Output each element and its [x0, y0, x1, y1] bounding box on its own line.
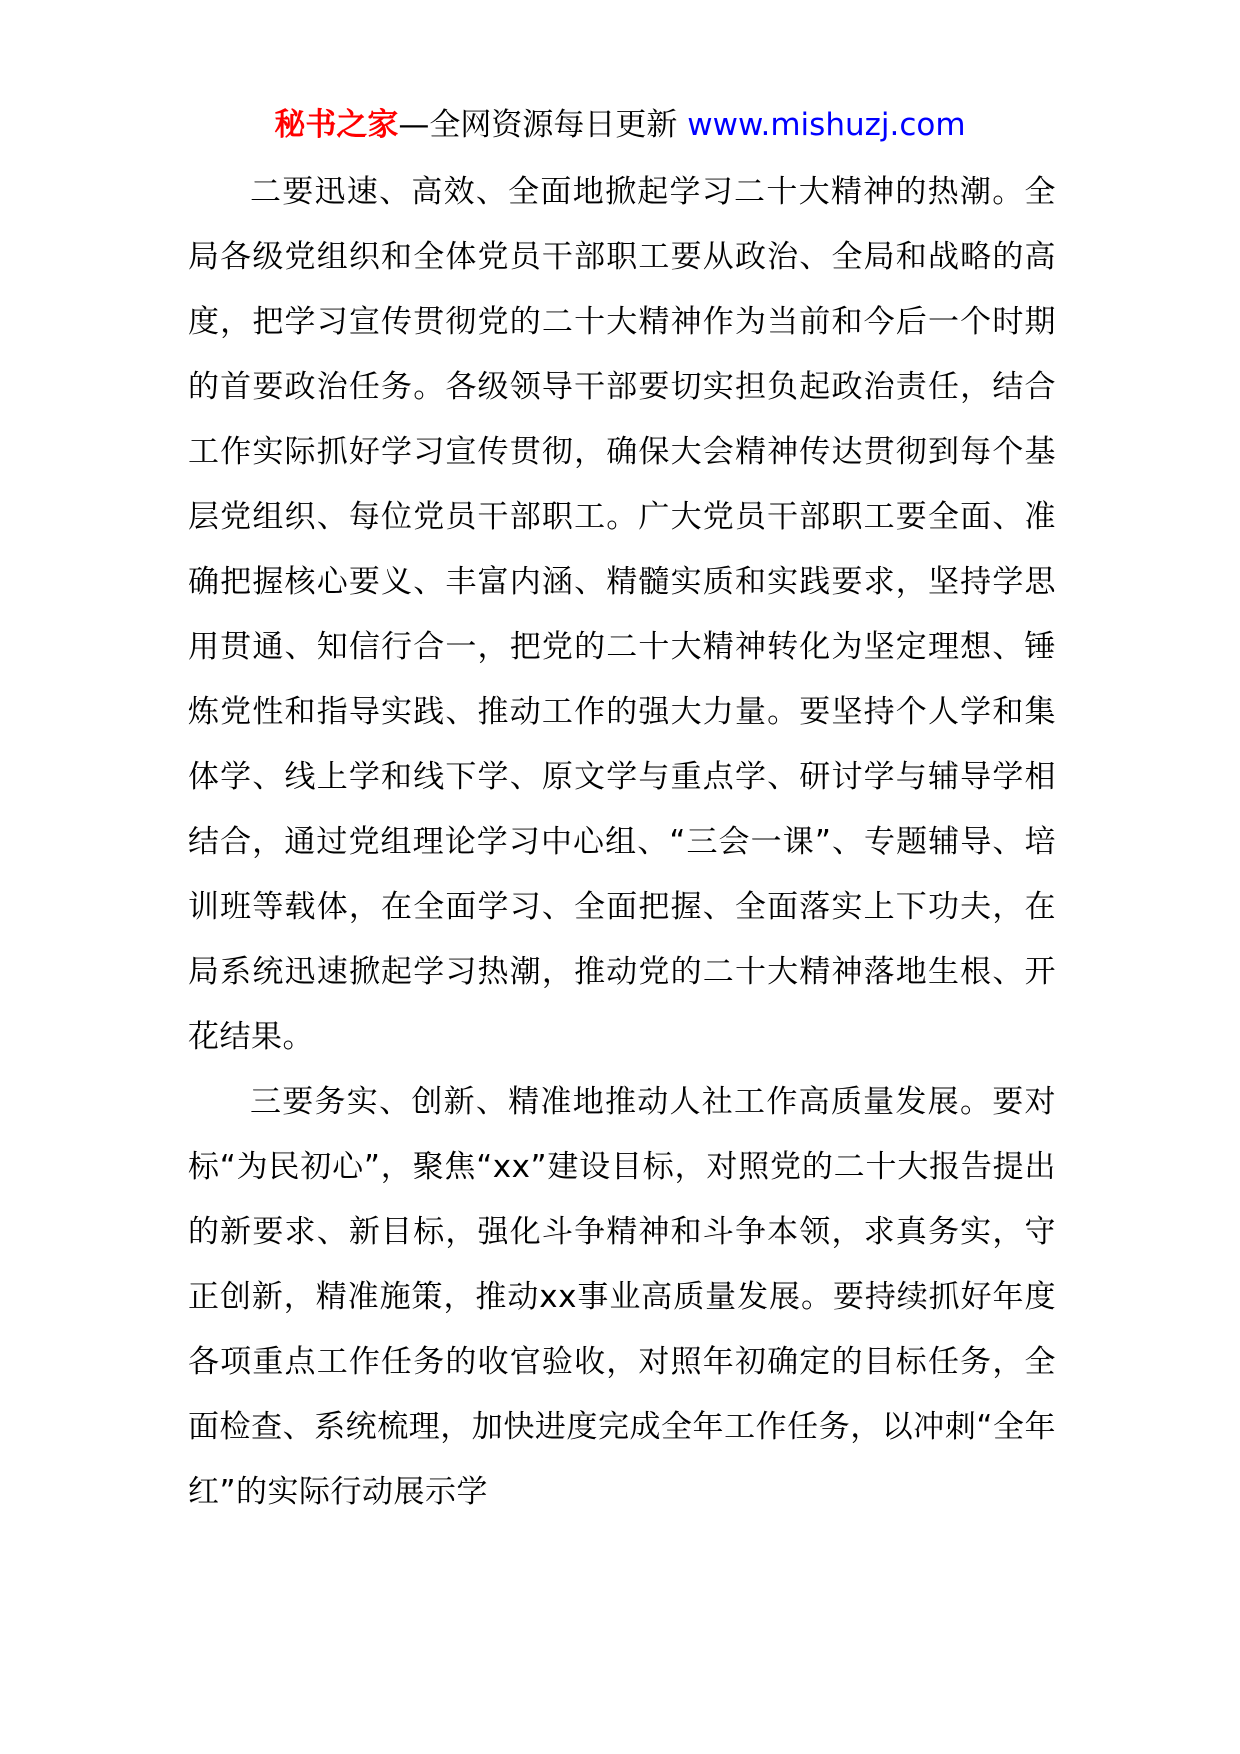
document-body [188, 160, 1056, 1525]
paragraph-2: 二要迅速、高效、全面地掀起学习二十大精神的热潮。全局各级党组织和全体党员干部职工要从政治、全局和战略的高度，把学习宣传贯彻党的二十大精神作为当前和今后一个时期的首要政治任务。各级领导干部要切实担负起政治责任，结合工作实际抓好学习宣传贯彻，确保大会精神传达贯彻到每个基层党组织、每位党员干部职工。广大党员干部职工要全面、准确把握核心要义、丰富内涵、精髓实质和实践要求，坚持学思用贯通、知信行合一，把党的二十大精神转化为坚定理想、锤炼党性和指导实践、推动工作的强大力量。要坚持个人学和集体学、线上学和线下学、原文学与重点学、研讨学与辅导学相结合，通过党组理论学习中心组、“三会一课”、专题辅导、培训班等载体，在全面学习、全面把握、全面落实上下功夫，在局系统迅速掀起学习热潮，推动党的二十大精神落地生根、开花结果。 [188, 174, 1056, 1055]
header-tagline: —全网资源每日更新 [398, 107, 678, 143]
header-brand: 秘书之家 [274, 107, 399, 143]
header-url-link[interactable]: www.mishuzj.com [687, 107, 966, 143]
page-header [0, 100, 1240, 150]
paragraph-3: 三要务实、创新、精准地推动人社工作高质量发展。要对标“为民初心”，聚焦“xx”建设目标，对照党的二十大报告提出的新要求、新目标，强化斗争精神和斗争本领，求真务实，守正创新，精准施策，推动xx事业高质量发展。要持续抓好年度各项重点工作任务的收官验收，对照年初确定的目标任务，全面检查、系统梳理，加快进度完成全年工作任务，以冲刺“全年红”的实际行动展示学 [188, 1084, 1056, 1510]
